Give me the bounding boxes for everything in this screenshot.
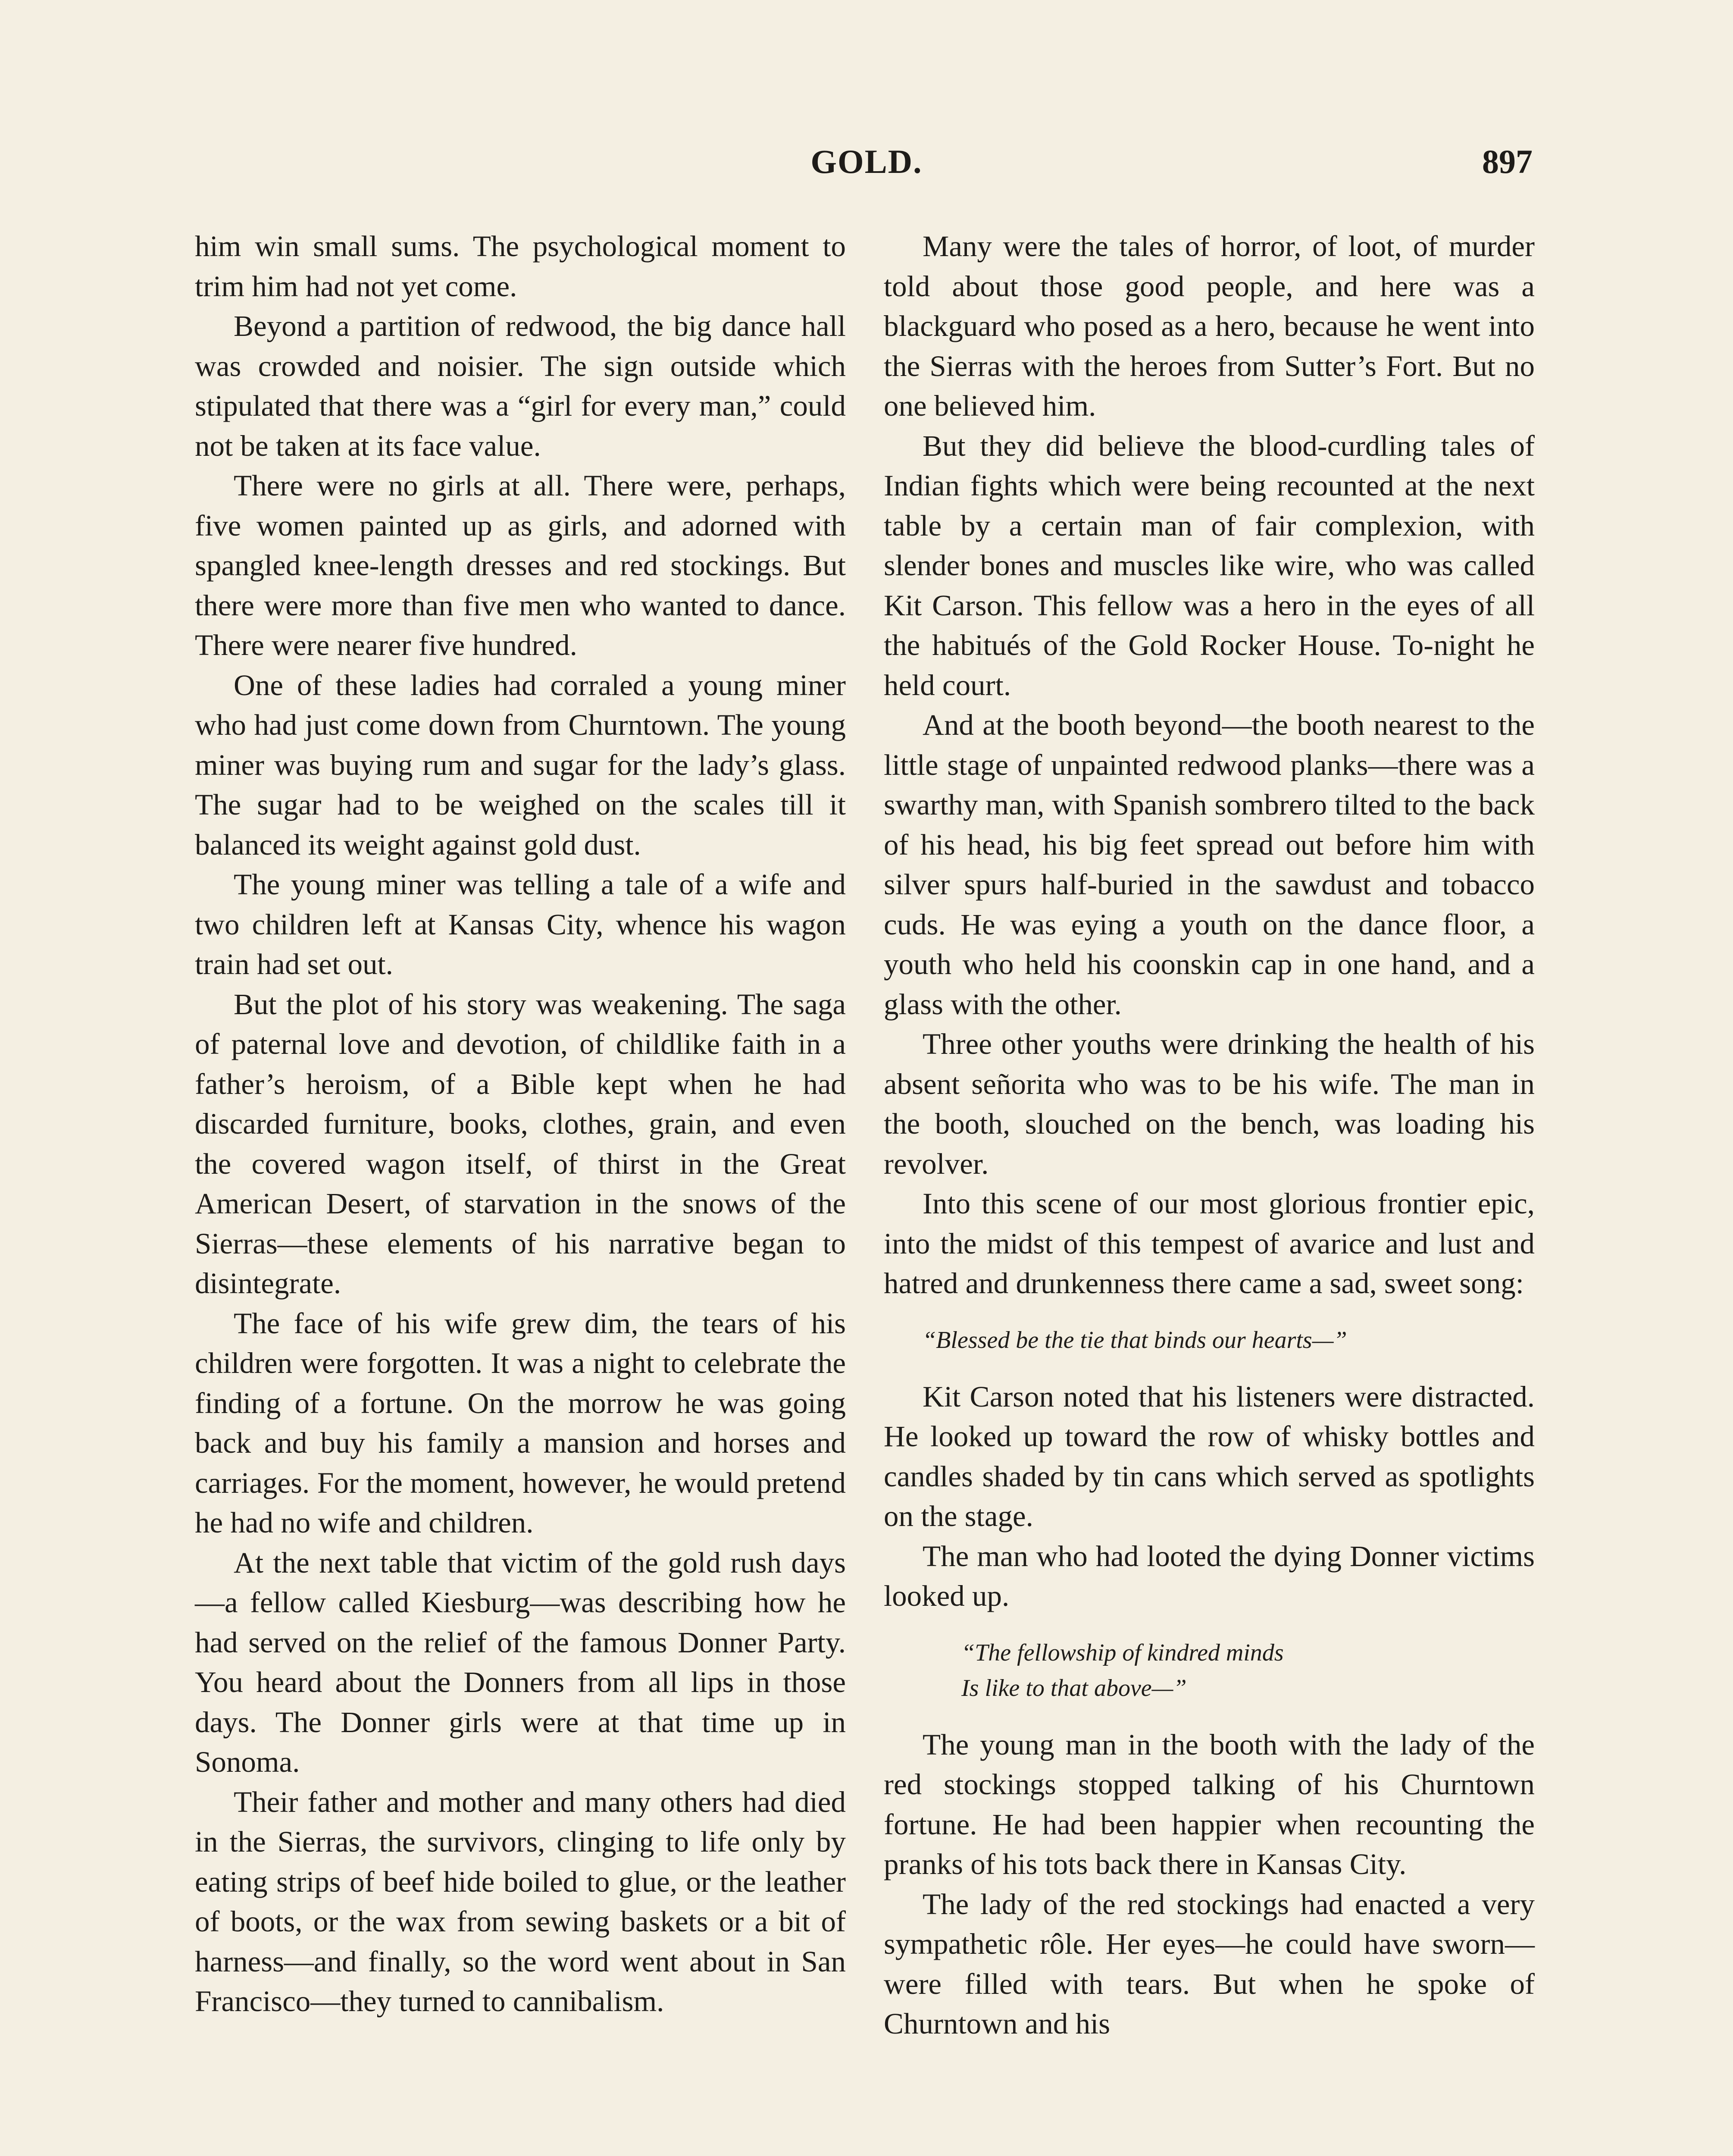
paragraph: The young man in the booth with the lady of the red stockings stopped talking of his Churntown fortune. He had been happier when recounting the pranks of his tots back there in Kansas City. xyxy=(884,1728,1535,1880)
paragraph: The young miner was telling a tale of a wife and two children left at Kansas City, whence his wagon train had set out. xyxy=(195,868,846,981)
paragraph: There were no girls at all. There were, perhaps, five women painted up as girls, and adorned with spangled knee-length dresses and red stockings. But there were more than five men who wanted to dance. There were nearer five hundred. xyxy=(195,469,846,661)
paragraph: Their father and mother and many others had died in the Sierras, the survivors, clinging to life only by eating strips of beef hide boiled to glue, or the leather of boots, or the wax from sewing baskets or a bit of harness—and finally, so the word went about in San Francisco—they turned to cannibalism. xyxy=(195,1785,846,2018)
hymn-verse-line: Is like to that above—” xyxy=(961,1674,1187,1702)
paragraph: Many were the tales of horror, of loot, of murder told about those good people, and here was a blackguard who posed as a hero, because he went into the Sierras with the heroes from Sutter’s Fort. But no one believed him. xyxy=(884,230,1535,422)
paragraph: The man who had looted the dying Donner victims looked up. xyxy=(884,1539,1535,1612)
page-header xyxy=(0,142,1733,190)
paragraph: And at the booth beyond—the booth nearest to the little stage of unpainted redwood planks—there was a swarthy man, with Spanish sombrero tilted to the back of his head, his big feet spread out before him with silver spurs half-buried in the sawdust and tobacco cuds. He was eying a youth on the dance floor, a youth who held his coonskin cap in one hand, and a glass with the other. xyxy=(884,708,1535,1021)
paragraph: But the plot of his story was weakening. The saga of paternal love and devotion, of childlike faith in a father’s heroism, of a Bible kept when he had discarded furniture, books, clothes, grain, and even the covered wagon itself, of thirst in the Great American Desert, of starvation in the snows of the Sierras—these elements of his narrative began to disintegrate. xyxy=(195,987,846,1300)
paragraph: Three other youths were drinking the health of his absent señorita who was to be his wife. The man in the booth, slouched on the bench, was loading his revolver. xyxy=(884,1028,1535,1180)
hymn-verse: “Blessed be the tie that binds our hearts—” xyxy=(923,1326,1347,1354)
right-column xyxy=(884,226,1535,2044)
paragraph: Into this scene of our most glorious frontier epic, into the midst of this tempest of avarice and lust and hatred and drunkenness there came a sad, sweet song: xyxy=(884,1187,1535,1300)
left-column xyxy=(195,226,846,2021)
paragraph: At the next table that victim of the gold rush days—a fellow called Kiesburg—was describing how he had served on the relief of the famous Donner Party. You heard about the Donners from all lips in those days. The Donner girls were at that time up in Sonoma. xyxy=(195,1546,846,1778)
hymn-verse-line: “The fellowship of kindred minds xyxy=(961,1639,1284,1666)
paragraph: Kit Carson noted that his listeners were distracted. He looked up toward the row of whisky bottles and candles shaded by tin cans which served as spotlights on the stage. xyxy=(884,1380,1535,1532)
paragraph: Beyond a partition of redwood, the big dance hall was crowded and noisier. The sign outside which stipulated that there was a “girl for every man,” could not be taken at its face value. xyxy=(195,310,846,462)
paragraph: The face of his wife grew dim, the tears of his children were forgotten. It was a night to celebrate the finding of a fortune. On the morrow he was going back and buy his family a mansion and horses and carriages. For the moment, however, he would pretend he had no wife and children. xyxy=(195,1307,846,1539)
paragraph: But they did believe the blood-curdling tales of Indian fights which were being recounted at the next table by a certain man of fair complexion, with slender bones and muscles like wire, who was called Kit Carson. This fellow was a hero in the eyes of all the habitués of the Gold Rocker House. To-night he held court. xyxy=(884,429,1535,702)
paragraph: The lady of the red stockings had enacted a very sympathetic rôle. Her eyes—he could have sworn—were filled with tears. But when he spoke of Churntown and his xyxy=(884,1887,1535,2040)
paragraph: One of these ladies had corraled a young miner who had just come down from Churntown. The young miner was buying rum and sugar for the lady’s glass. The sugar had to be weighed on the scales till it balanced its weight against gold dust. xyxy=(195,668,846,861)
page-number: 897 xyxy=(1482,143,1533,180)
running-title: GOLD. xyxy=(810,143,923,180)
paragraph: him win small sums. The psychological moment to trim him had not yet come. xyxy=(195,230,846,303)
